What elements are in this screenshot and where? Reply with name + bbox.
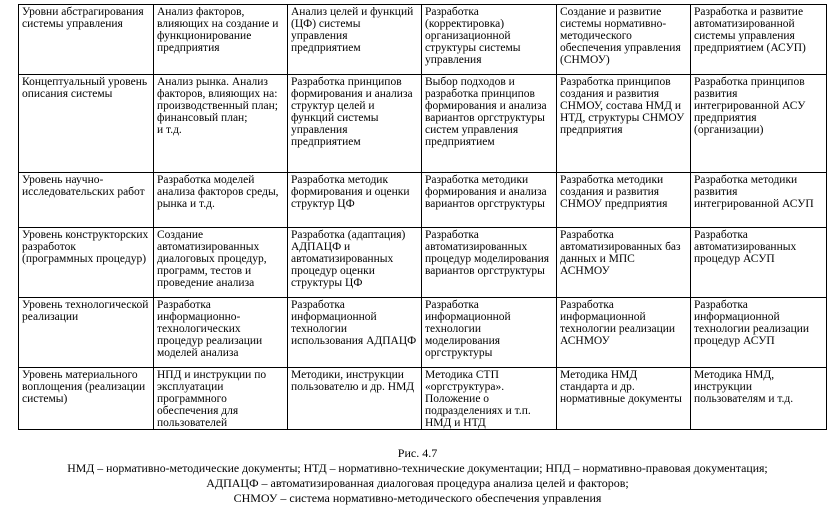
- table-cell: Разработка принципов формирования и анализа структур целей и функций системы управления предприятием: [288, 75, 422, 173]
- table-row: [19, 173, 827, 228]
- legend-line: НМД – нормативно-методические документы; НТД – нормативно-технические документации; НПД – нормативно-правовая документация;: [67, 461, 768, 475]
- table-cell: Разработка информационной технологии использования АДПАЦФ: [288, 298, 422, 368]
- table-cell: Создание и развитие системы нормативно-методического обеспечения управления (СНМОУ): [557, 5, 691, 75]
- table-cell: Разработка информационной технологии реализации процедур АСУП: [691, 298, 827, 368]
- table-cell: Концептуальный уровень описания системы: [19, 75, 154, 173]
- table-row: [19, 368, 827, 430]
- table-cell: Уровни абстрагирования системы управления: [19, 5, 154, 75]
- table-cell: Разработка методик формирования и оценки структур ЦФ: [288, 173, 422, 228]
- table-cell: Методика НМД стандарта и др. нормативные документы: [557, 368, 691, 430]
- table-header-row: [19, 5, 827, 75]
- table-row: [19, 75, 827, 173]
- table-cell: Разработка принципов развития интегрированной АСУ предприятия (организации): [691, 75, 827, 173]
- legend-line: АДПАЦФ – автоматизированная диалоговая процедура анализа целей и факторов;: [206, 476, 629, 490]
- table-cell: Разработка (корректировка) организационной структуры системы управления: [422, 5, 557, 75]
- table-cell: Разработка принципов создания и развития СНМОУ, состава НМД и НТД, структуры СНМОУ предприятия: [557, 75, 691, 173]
- table-cell: Разработка автоматизированных баз данных и МПС АСНМОУ: [557, 228, 691, 298]
- table-cell: Уровень научно-исследовательских работ: [19, 173, 154, 228]
- table-row: [19, 228, 827, 298]
- table-cell: Уровень технологической реализации: [19, 298, 154, 368]
- table-cell: Анализ целей и функций (ЦФ) системы управления предприятием: [288, 5, 422, 75]
- table-cell: Разработка методики создания и развития СНМОУ предприятия: [557, 173, 691, 228]
- table-cell: Разработка методики формирования и анализа вариантов оргструктуры: [422, 173, 557, 228]
- table-cell: Разработка моделей анализа факторов среды, рынка и т.д.: [154, 173, 288, 228]
- table-cell: Методика СТП «оргструктура». Положение о подразделениях и т.п. НМД и НТД: [422, 368, 557, 430]
- table-cell: Разработка автоматизированных процедур моделирования вариантов оргструктуры: [422, 228, 557, 298]
- table-cell: Методика НМД, инструкции пользователям и т.д.: [691, 368, 827, 430]
- table-cell: Создание автоматизированных диалоговых процедур, программ, тестов и проведение анализа: [154, 228, 288, 298]
- table-cell: Анализ факторов, влияющих на создание и функционирование предприятия: [154, 5, 288, 75]
- table-cell: Разработка и развитие автоматизированной системы управления предприятием (АСУП): [691, 5, 827, 75]
- table-cell: Разработка информационно-технологических процедур реализации моделей анализа: [154, 298, 288, 368]
- table-row: [19, 298, 827, 368]
- table-cell: НПД и инструкции по эксплуатации программного обеспечения для пользователей: [154, 368, 288, 430]
- figure-caption: Рис. 4.7: [397, 446, 438, 460]
- table-cell: Выбор подходов и разработка принципов формирования и анализа вариантов оргструктуры систем управления предприятием: [422, 75, 557, 173]
- framework-table: [18, 4, 827, 430]
- table-cell: Разработка (адаптация) АДПАЦФ и автоматизированных процедур оценки структуры ЦФ: [288, 228, 422, 298]
- table-cell: Уровень конструкторских разработок (программных процедур): [19, 228, 154, 298]
- table-cell: Анализ рынка. Анализ факторов, влияющих на: производственный план; финансовый план; и т.д.: [154, 75, 288, 173]
- table-cell: Разработка автоматизированных процедур АСУП: [691, 228, 827, 298]
- table-cell: Разработка информационной технологии моделирования оргструктуры: [422, 298, 557, 368]
- legend-line: СНМОУ – система нормативно-методического обеспечения управления: [233, 491, 602, 505]
- table-cell: Уровень материального воплощения (реализации системы): [19, 368, 154, 430]
- table-cell: Разработка методики развития интегрированной АСУП: [691, 173, 827, 228]
- table-cell: Разработка информационной технологии реализации АСНМОУ: [557, 298, 691, 368]
- table-cell: Методики, инструкции пользователю и др. НМД: [288, 368, 422, 430]
